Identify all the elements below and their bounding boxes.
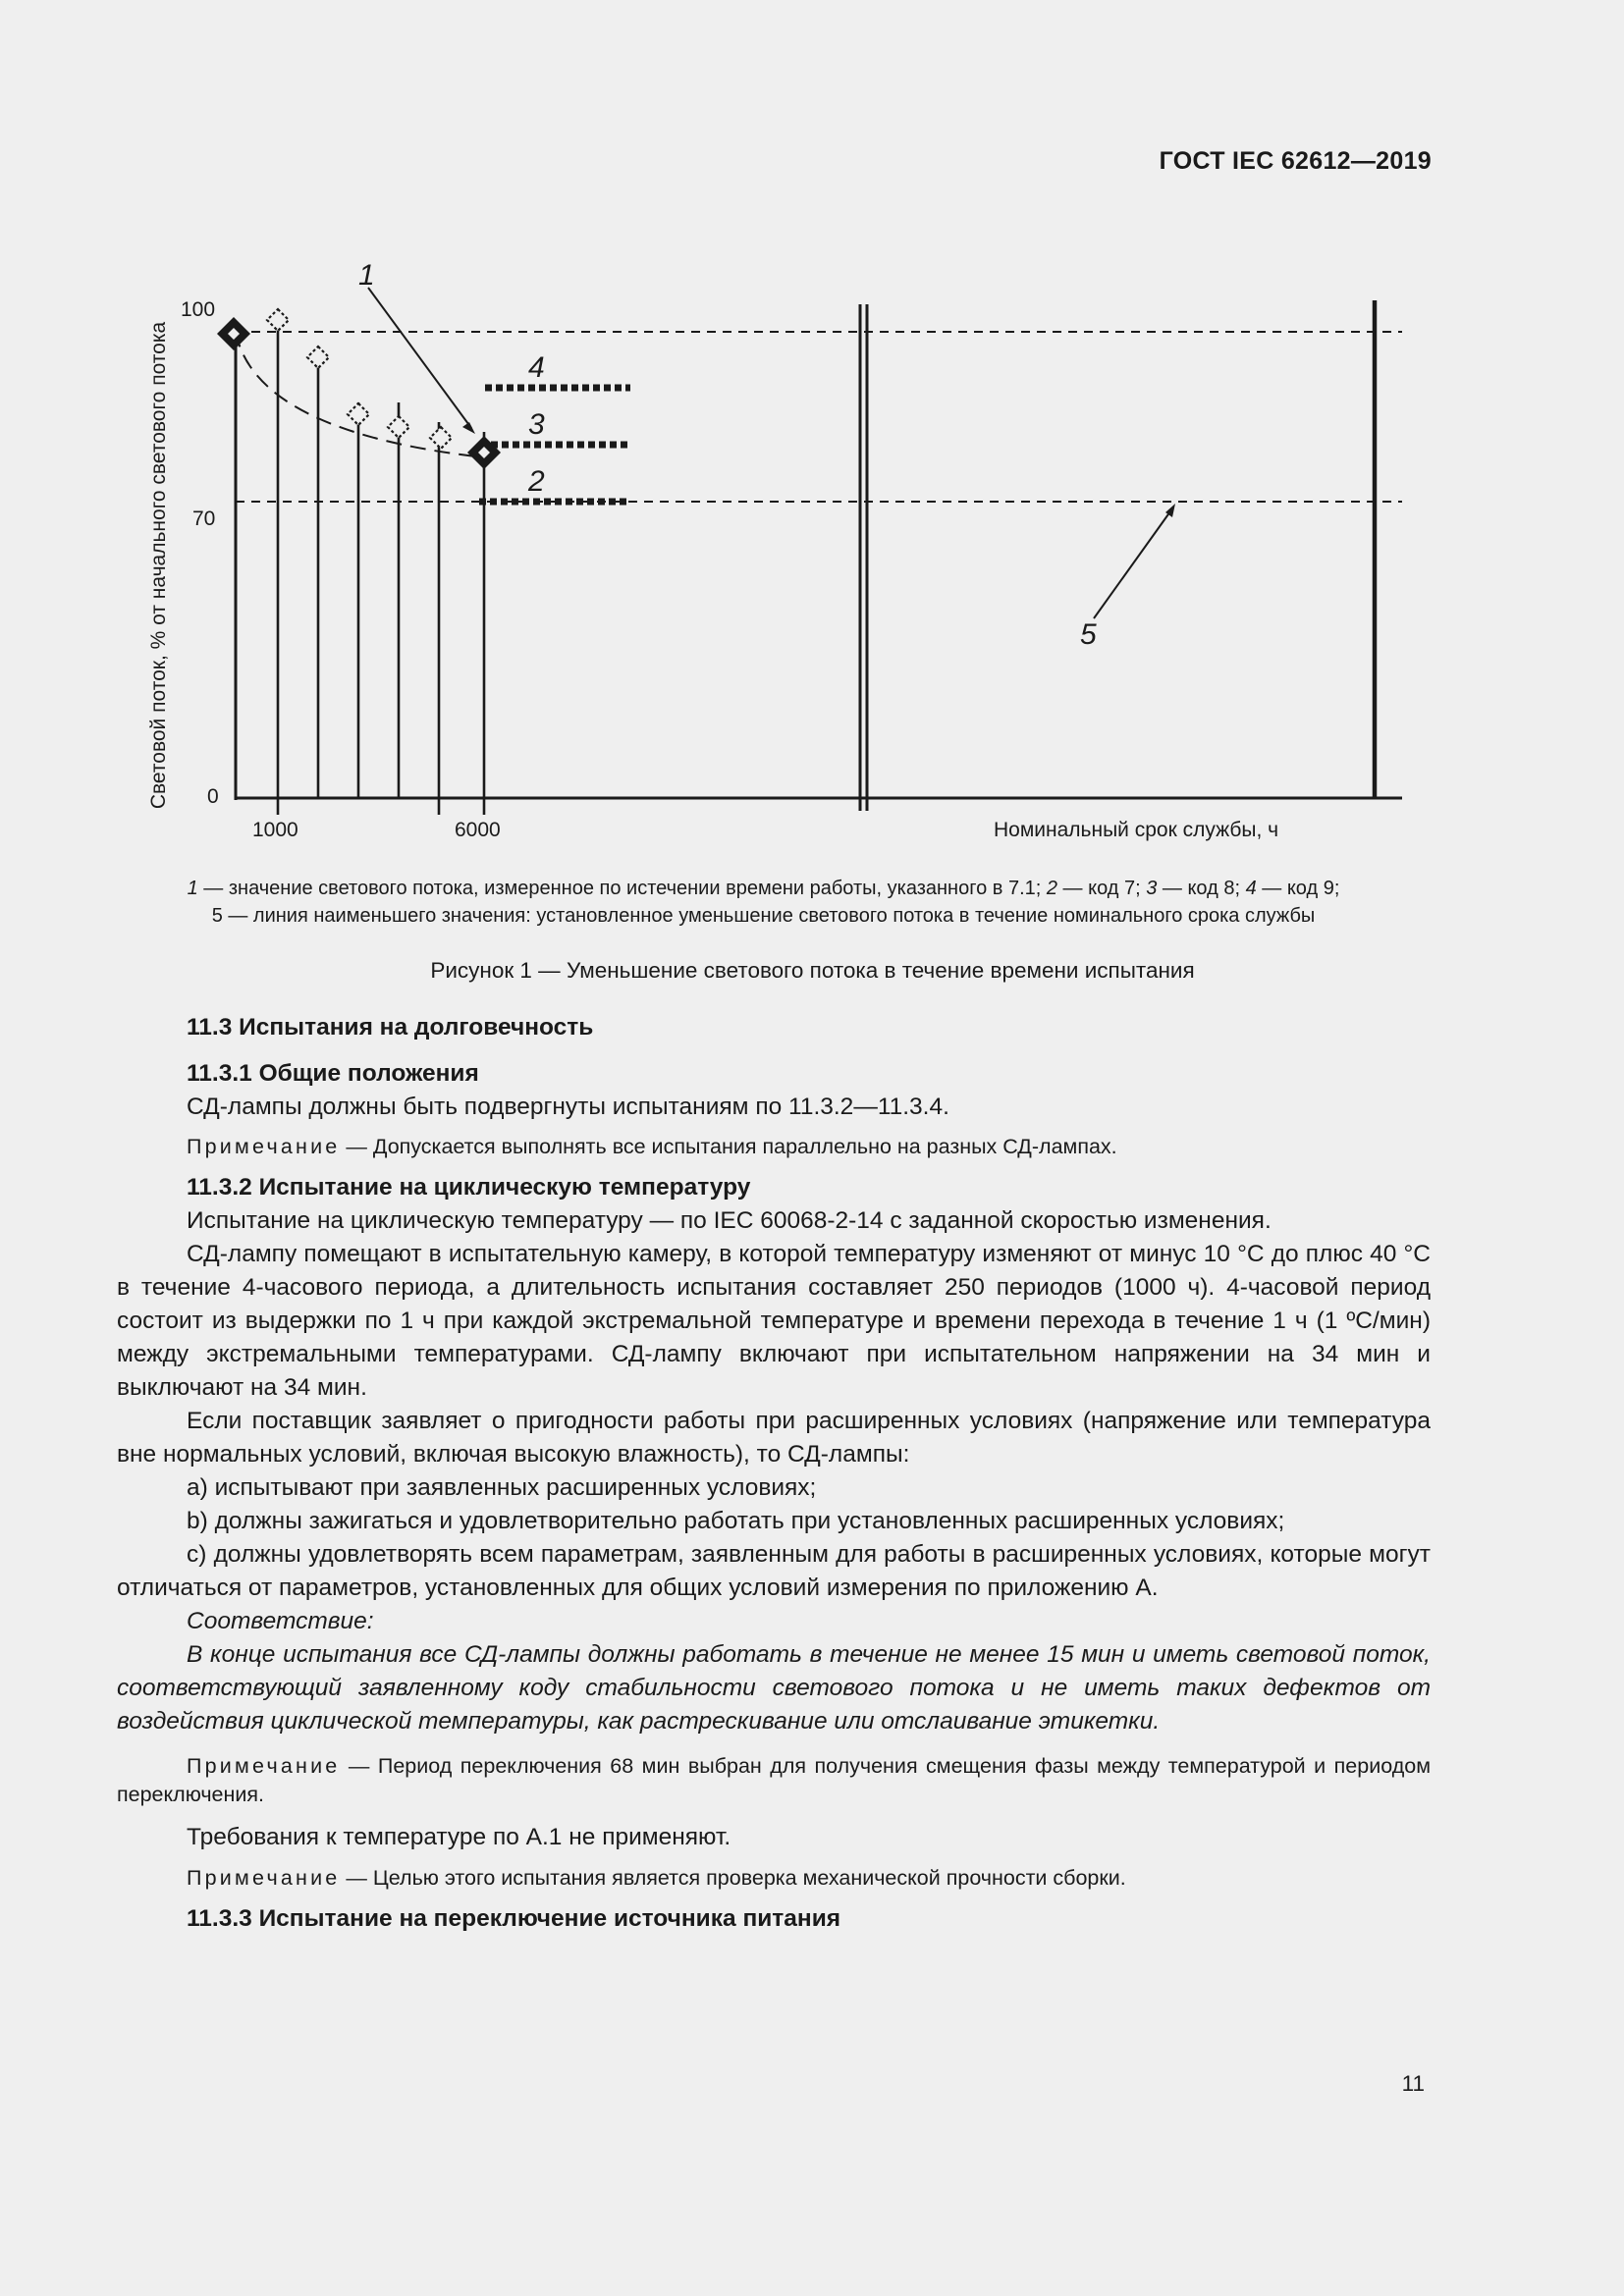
body-text [117,1011,1431,1936]
x-axis-label: Номинальный срок службы, ч [994,819,1279,841]
end-marker [467,436,501,469]
y-axis-label: Световой поток, % от начального светового потока [147,321,170,810]
paragraph: Если поставщик заявляет о пригодности работы при расширенных условиях (напряжение или температура вне нормальных условий, включая высокую влажность), то СД-лампы: [117,1408,1431,1468]
paragraph: Требования к температуре по А.1 не применяют. [187,1824,731,1850]
section-11-3-heading: 11.3 Испытания на долговечность [187,1014,594,1041]
document-header: ГОСТ IEC 62612—2019 [1159,147,1432,175]
callout-5-arrow [1094,511,1170,618]
start-marker [217,317,250,350]
figure-legend-line-1: 1 — значение светового потока, измеренное по истечении времени работы, указанного в 7.1; 2 — код 7; 3 — код 8; 4 — код 9; [187,878,1340,899]
section-11-3-2-heading: 11.3.2 Испытание на циклическую температуру [187,1174,751,1201]
figure-legend-line-2: 5 — линия наименьшего значения: установленное уменьшение светового потока в течение номинального срока службы [211,905,1316,927]
lumen-depreciation-chart [0,0,1624,883]
callout-1: 1 [358,259,375,292]
paragraph: СД-лампы должны быть подвергнуты испытаниям по 11.3.2—11.3.4. [187,1094,949,1120]
axis-break [860,304,867,811]
list-item: a) испытывают при заявленных расширенных условиях; [187,1474,817,1501]
list-item: c) должны удовлетворять всем параметрам, заявленным для работы в расширенных условиях, которые могут отличаться от параметров, установленных для общих условий измерения по приложению А. [117,1541,1431,1601]
callout-1-arrowhead [462,422,475,434]
paragraph: Испытание на циклическую температуру — по IEC 60068-2-14 с заданной скоростью изменения. [187,1207,1272,1234]
compliance-label: Соответствие: [187,1608,374,1634]
y-tick-0: 0 [207,785,219,808]
callout-2: 2 [528,465,545,498]
section-11-3-1-heading: 11.3.1 Общие положения [187,1060,479,1087]
x-tick-1000: 1000 [252,819,298,841]
callout-5: 5 [1080,618,1097,651]
figure-caption: Рисунок 1 — Уменьшение светового потока в течение времени испытания [430,958,1195,983]
list-item: b) должны зажигаться и удовлетворительно работать при установленных расширенных условиях; [187,1508,1285,1534]
callout-4: 4 [528,351,545,384]
callout-3: 3 [528,408,545,441]
y-tick-70: 70 [192,507,216,530]
page-number: 11 [1401,2071,1425,2096]
note: Примечание — Период переключения 68 мин выбран для получения смещения фазы между температурой и периодом переключения. [117,1754,1431,1806]
note: Примечание — Целью этого испытания является проверка механической прочности сборки. [187,1866,1126,1890]
x-tick-6000: 6000 [455,819,501,841]
y-tick-100: 100 [181,298,216,321]
paragraph: СД-лампу помещают в испытательную камеру, в которой температуру изменяют от минус 10 °С до плюс 40 °С в течение 4-часового периода, а длительность испытания составляет 250 периодов (1000 ч). 4-часовой период состоит из выдержки по 1 ч при каждой экстремальной температуре и времени перехода в течение 1 ч (1 ºС/мин) между экстремальными температурами. СД-лампу включают при испытательном напряжении на 34 мин и выключают на 34 мин. [117,1241,1431,1401]
note: Примечание — Допускается выполнять все испытания параллельно на разных СД-лампах. [187,1135,1117,1158]
compliance-text: В конце испытания все СД-лампы должны работать в течение не менее 15 мин и иметь световой поток, соответствующий заявленному коду стабильности светового потока и не иметь таких дефектов от воздействия циклической температуры, как растрескивание или отслаивание этикетки. [117,1641,1431,1735]
callout-1-arrow [368,288,471,428]
section-11-3-3-heading: 11.3.3 Испытание на переключение источника питания [187,1905,841,1932]
